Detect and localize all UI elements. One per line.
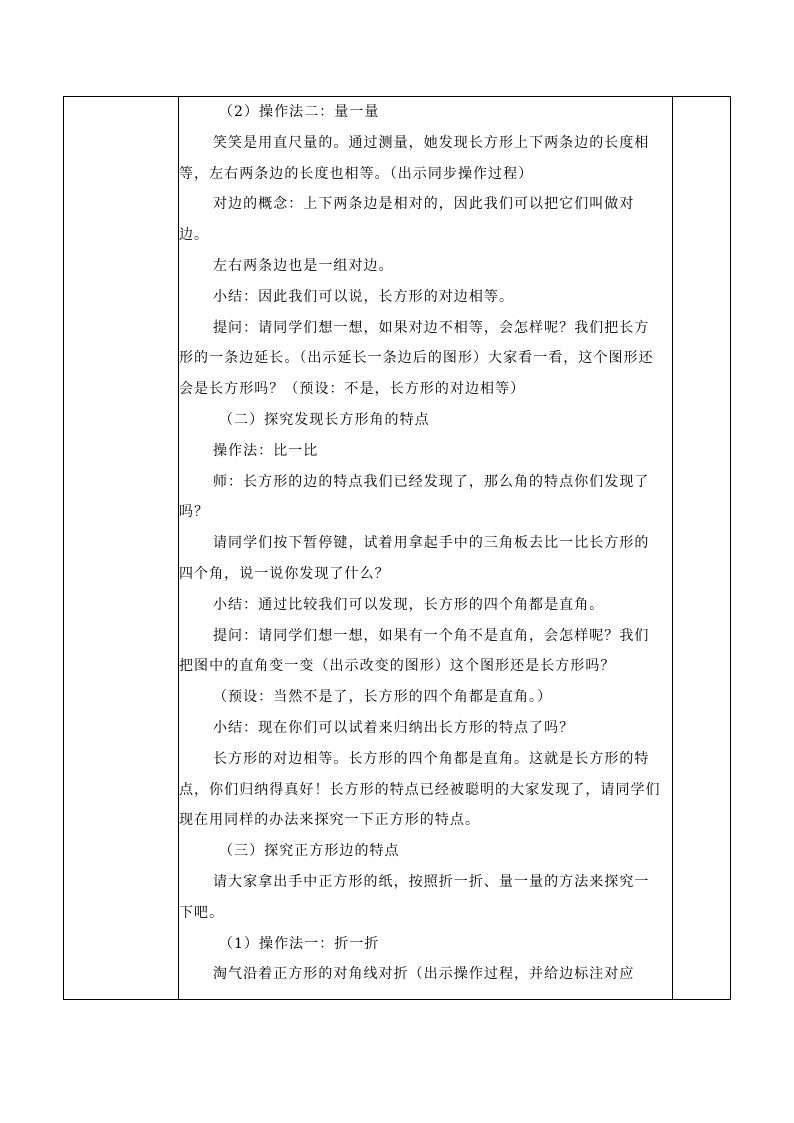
- paragraph: 请同学们按下暂停键，试着用拿起手中的三角板去比一比长方形的四个角，说一说你发现了什么？: [179, 535, 650, 582]
- paragraph: 师：长方形的边的特点我们已经发现了，那么角的特点你们发现了吗？: [179, 473, 650, 521]
- paragraph: （1）操作法一：折一折: [219, 935, 380, 952]
- section-heading: （二）探究发现长方形角的特点: [219, 411, 430, 428]
- paragraph: 小结：现在你们可以试着来归纳出长方形的特点了吗？: [213, 719, 575, 736]
- paragraph: 左右两条边也是一组对边。: [213, 257, 394, 274]
- lesson-content-cell: [179, 97, 672, 999]
- paragraph: 提问：请同学们想一想，如果有一个角不是直角，会怎样呢？我们把图中的直角变一变（出示改变的图形）这个图形还是长方形吗？: [179, 627, 650, 675]
- paragraph: （预设：当然不是了，长方形的四个角都是直角。）: [213, 689, 553, 706]
- paragraph: 操作法：比一比: [213, 442, 319, 459]
- paragraph: 笑笑是用直尺量的。通过测量，她发现长方形上下两条边的长度相等，左右两条边的长度也相等。（出示同步操作过程）: [179, 134, 650, 182]
- section-heading: （三）探究正方形边的特点: [219, 843, 400, 860]
- paragraph: 请大家拿出手中正方形的纸，按照折一折、量一量的方法来探究一下吧。: [179, 873, 650, 921]
- lesson-table: [63, 96, 731, 1000]
- paragraph: 对边的概念：上下两条边是相对的，因此我们可以把它们叫做对边。: [179, 196, 635, 244]
- paragraph: （2）操作法二：量一量: [219, 104, 380, 120]
- column-divider-right: [672, 97, 673, 999]
- paragraph: 淘气沿着正方形的对角线对折（出示操作过程，并给边标注对应: [213, 966, 635, 983]
- paragraph: 小结：通过比较我们可以发现，长方形的四个角都是直角。: [213, 596, 605, 613]
- paragraph: 长方形的对边相等。长方形的四个角都是直角。这就是长方形的特点，你们归纳得真好！长方形的特点已经被聪明的大家发现了，请同学们现在用同样的办法来探究一下正方形的特点。: [179, 750, 661, 829]
- paragraph: 小结：因此我们可以说，长方形的对边相等。: [213, 288, 514, 305]
- paragraph: 提问：请同学们想一想，如果对边不相等，会怎样呢？我们把长方形的一条边延长。（出示延长一条边后的图形）大家看一看，这个图形还会是长方形吗？（预设：不是，长方形的对边相等）: [179, 319, 654, 398]
